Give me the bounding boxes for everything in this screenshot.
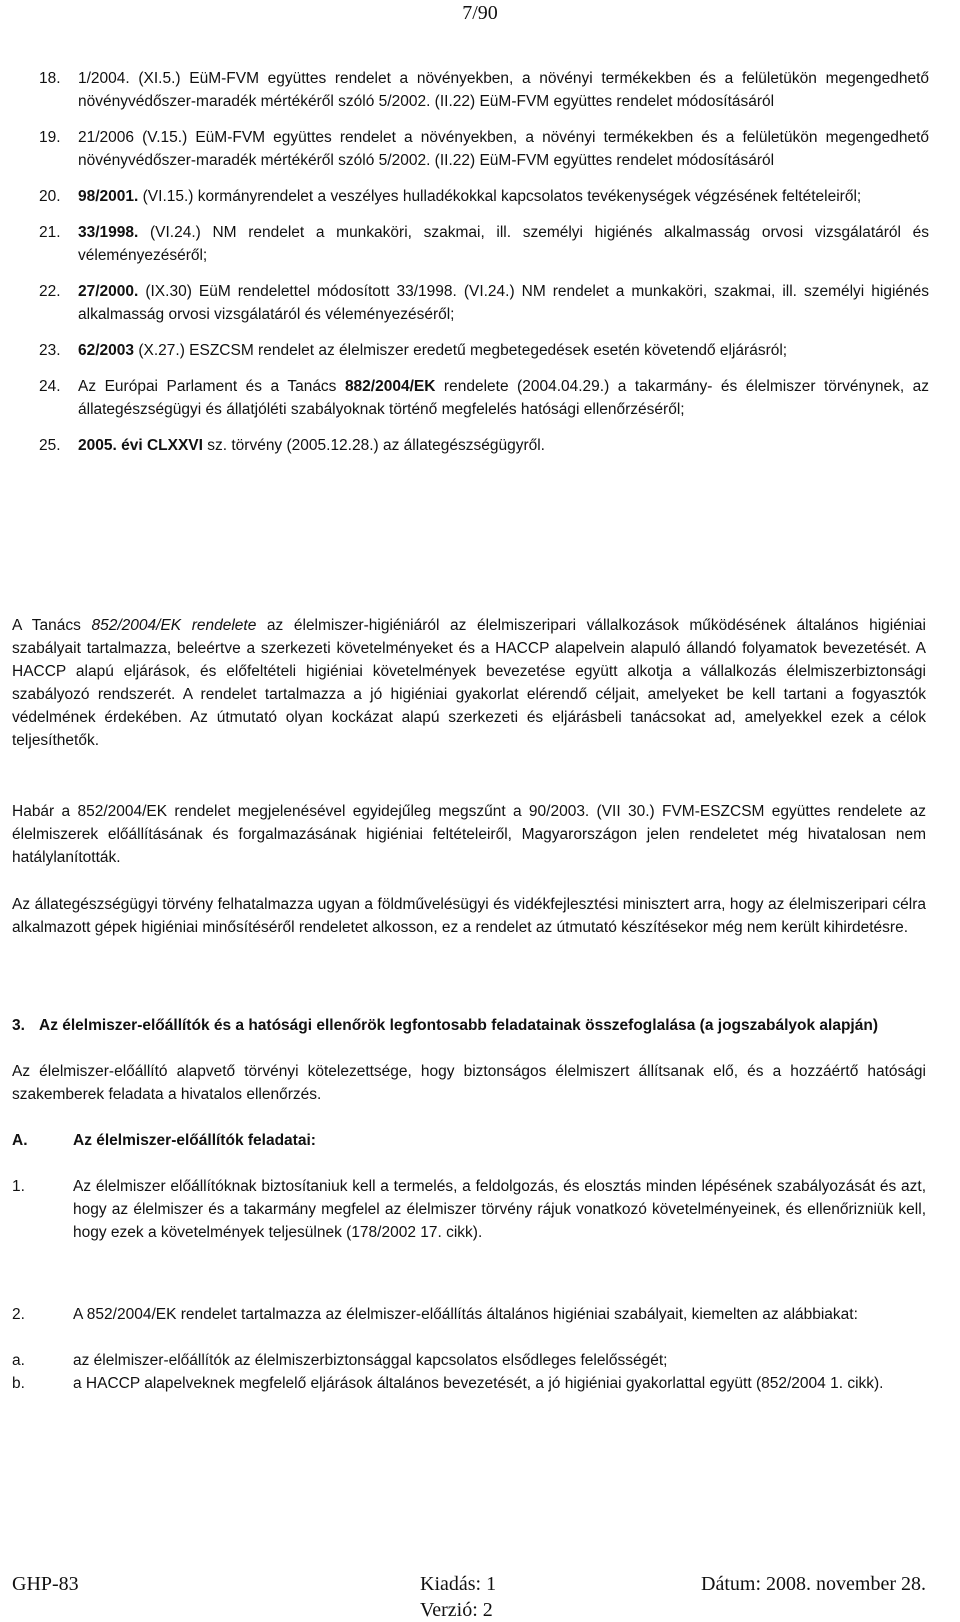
section-heading-a xyxy=(12,1129,926,1152)
task-text: az élelmiszer-előállítók az élelmiszerbiztonsággal kapcsolatos elsődleges felelősségét; xyxy=(73,1352,668,1369)
section-number: 3. xyxy=(12,1017,25,1034)
list-item xyxy=(39,185,929,208)
list-item-ref: 33/1998. xyxy=(78,224,139,241)
list-item-ref: 62/2003 xyxy=(78,342,135,359)
list-item xyxy=(39,375,929,421)
list-item-ref: 98/2001. xyxy=(78,188,139,205)
list-item-number: 25. xyxy=(39,437,61,454)
task-text: a HACCP alapelveknek megfelelő eljárások általános bevezetését, a jó higiéniai gyakorlattal együtt (852/2004 1. cikk). xyxy=(73,1375,884,1392)
section-heading-3 xyxy=(12,1014,926,1037)
task-number: 1. xyxy=(12,1178,25,1195)
list-item-text: 1/2004. (XI.5.) EüM-FVM együttes rendelet a növényekben, a növényi termékekben és a felületükön megengedhető növényvédőszer-maradék mértékéről szóló 5/2002. (II.22) EüM-FVM együttes rendelet módosításáról xyxy=(78,70,929,110)
list-item-number: 24. xyxy=(39,378,61,395)
list-item-number: 22. xyxy=(39,283,61,300)
list-item-number: 21. xyxy=(39,224,61,241)
list-item-number: 23. xyxy=(39,342,61,359)
list-item-ref: 882/2004/EK xyxy=(344,378,436,395)
task-subitem xyxy=(12,1349,926,1372)
list-item xyxy=(39,434,929,457)
regulation-reference: 852/2004/EK rendelete xyxy=(91,617,257,634)
paragraph-repeal: Habár a 852/2004/EK rendelet megjelenésével egyidejűleg megszűnt a 90/2003. (VII 30.) FVM-ESZCSM együttes rendelete az élelmiszerek előállításának és forgalmazásának higiéniai feltételeiről, Magyarországon jelen rendeletet még hivatalosan nem hatálylanították. xyxy=(12,803,926,866)
task-number: b. xyxy=(12,1375,25,1392)
page-number: 7/90 xyxy=(462,2,498,24)
paragraph-haccp xyxy=(12,614,926,752)
task-item xyxy=(12,1175,926,1244)
paragraph-text: az élelmiszer-higiéniáról az élelmiszeripari vállalkozások működésének általános higiéniai szabályait tartalmazza, beleértve a szerkezeti követelményeket és a HACCP alapelvein alapuló állandó folyamatok bevezetését. A HACCP alapú eljárások, és előfeltételi higiéniai követelmények bevezetése együtt alkotja a vállalkozás élelmiszerbiztonsági szabályozó rendszerét. A rendelet tartalmazza a jó higiéniai gyakorlat elérendő céljait, amelyeket be kell tartani a fogyasztók védelmének érdekében. Az útmutató olyan kockázat alapú szerkezeti és eljárásbeli tanácsokat ad, amelyekkel ezek a célok teljesíthetők. xyxy=(12,617,926,749)
list-item-number: 19. xyxy=(39,129,61,146)
footer-issue: Kiadás: 1 xyxy=(420,1573,497,1595)
list-item xyxy=(39,280,929,326)
section-number: A. xyxy=(12,1132,28,1149)
list-item-number: 20. xyxy=(39,188,61,205)
list-item xyxy=(39,339,929,362)
list-item-text: (IX.30) EüM rendelettel módosított 33/1998. (VI.24.) NM rendelet a munkaköri, szakmai, ill. személyi higiénés alkalmasság orvosi vizsgálatáról és véleményezéséről; xyxy=(78,283,929,323)
paragraph-text: A Tanács xyxy=(12,617,92,634)
task-subitem xyxy=(12,1372,926,1395)
section-title: Az élelmiszer-előállítók feladatai: xyxy=(73,1132,316,1149)
list-item-text: (X.27.) ESZCSM rendelet az élelmiszer eredetű megbetegedések esetén követendő eljárásról; xyxy=(134,342,788,359)
list-item-text: 21/2006 (V.15.) EüM-FVM együttes rendelet a növényekben, a növényi termékekben és a felületükön megengedhető növényvédőszer-maradék mértékéről szóló 5/2002. (II.22) EüM-FVM együttes rendelet módosításáról xyxy=(78,129,929,169)
footer-date: Dátum: 2008. november 28. xyxy=(701,1573,926,1595)
list-item-number: 18. xyxy=(39,70,61,87)
list-item-text: rendelete (2004.04.29.) a takarmány- és élelmiszer törvénynek, az állategészségügyi és állatjóléti szabályoknak történő megfelelés hatósági ellenőrzéséről; xyxy=(78,378,929,418)
list-item xyxy=(39,67,929,113)
list-item xyxy=(39,221,929,267)
list-item-ref: 2005. évi CLXXVI xyxy=(78,437,203,454)
list-item-text: (VI.15.) kormányrendelet a veszélyes hulladékokkal kapcsolatos tevékenységek végzésének feltételeiről; xyxy=(138,188,862,205)
list-item-text-before: Az Európai Parlament és a Tanács xyxy=(78,378,345,395)
list-item-text: sz. törvény (2005.12.28.) az állategészségügyről. xyxy=(202,437,545,454)
list-item-ref: 27/2000. xyxy=(78,283,139,300)
task-number: 2. xyxy=(12,1306,25,1323)
footer-doc-id: GHP-83 xyxy=(12,1573,79,1595)
task-text: A 852/2004/EK rendelet tartalmazza az élelmiszer-előállítás általános higiéniai szabályait, kiemelten az alábbiakat: xyxy=(73,1306,858,1323)
task-text: Az élelmiszer előállítóknak biztosítaniuk kell a termelés, a feldolgozás, és elosztás minden lépésének szabályozását és azt, hogy az élelmiszer és a takarmány megfelel az élelmiszer törvény rájuk vonatkozó követelményeinek, és ellenőrizniük kell, hogy ezek a követelmények teljesülnek (178/2002 17. cikk). xyxy=(73,1178,926,1241)
list-item-text: (VI.24.) NM rendelet a munkaköri, szakmai, ill. személyi higiénés alkalmasság orvosi vizsgálatáról és véleményezéséről; xyxy=(78,224,929,264)
footer-version: Verzió: 2 xyxy=(420,1599,493,1621)
section-intro: Az élelmiszer-előállító alapvető törvényi kötelezettsége, hogy biztonságos élelmiszert állítsanak elő, és a hozzáértő hatósági szakemberek feladata a hivatalos ellenőrzés. xyxy=(12,1063,926,1103)
section-title: Az élelmiszer-előállítók és a hatósági ellenőrök legfontosabb feladatainak összefoglalása (a jogszabályok alapján) xyxy=(39,1017,878,1034)
list-item xyxy=(39,126,929,172)
task-number: a. xyxy=(12,1352,25,1369)
legislation-list xyxy=(39,67,929,457)
paragraph-animal-health: Az állategészségügyi törvény felhatalmazza ugyan a földművelésügyi és vidékfejlesztési minisztert arra, hogy az élelmiszeripari célra alkalmazott gépek higiéniai minősítéséről rendeletet alkosson, ez a rendelet az útmutató készítésekor még nem került kihirdetésre. xyxy=(12,896,926,936)
task-item xyxy=(12,1303,926,1326)
